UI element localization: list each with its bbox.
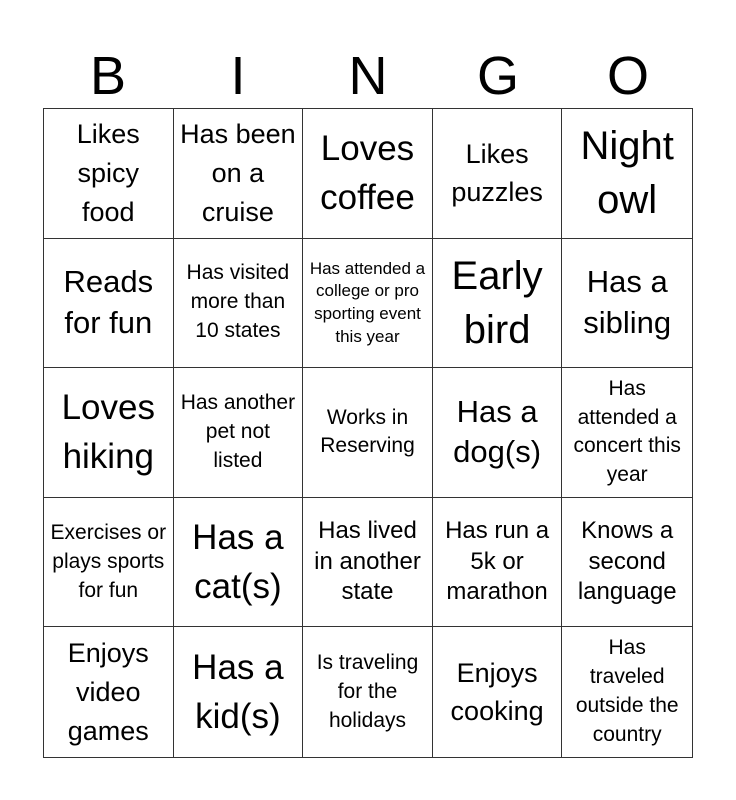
bingo-cell-r2-c2[interactable]: [174, 239, 304, 369]
bingo-cell-r3-c3[interactable]: [303, 368, 433, 498]
bingo-cell-r1-c2[interactable]: [174, 109, 304, 239]
bingo-cell-r5-c5[interactable]: [562, 627, 692, 757]
bingo-cell-text: Has a cat(s): [192, 518, 284, 607]
bingo-cell-text: Has attended a concert this year: [573, 376, 681, 487]
bingo-cell-text: Has visited more than 10 states: [186, 261, 290, 343]
bingo-cell-r2-c3[interactable]: [303, 239, 433, 369]
bingo-cell-text: Enjoys video games: [67, 638, 149, 746]
bingo-cell-text: Early bird: [451, 253, 543, 352]
bingo-header: [43, 44, 693, 108]
header-letter-b: B: [89, 46, 127, 106]
bingo-cell-r2-c5[interactable]: [562, 239, 692, 369]
bingo-cell-text: Loves coffee: [320, 129, 415, 218]
bingo-cell-r1-c1[interactable]: [44, 109, 174, 239]
header-letter-n: N: [348, 46, 388, 106]
bingo-cell-r5-c2[interactable]: [174, 627, 304, 757]
bingo-cell-text: Has attended a college or pro sporting event this year: [309, 258, 426, 346]
bingo-cell-text: Has been on a cruise: [180, 119, 296, 227]
bingo-cell-r3-c1[interactable]: [44, 368, 174, 498]
bingo-cell-r5-c1[interactable]: [44, 627, 174, 757]
bingo-cell-text: Has lived in another state: [314, 517, 421, 606]
bingo-cell-text: Has traveled outside the country: [575, 636, 679, 747]
bingo-cell-r2-c1[interactable]: [44, 239, 174, 369]
bingo-cell-text: Likes spicy food: [76, 119, 140, 227]
bingo-cell-r5-c4[interactable]: [433, 627, 563, 757]
bingo-cell-text: Night owl: [580, 124, 674, 223]
bingo-board: [43, 108, 693, 758]
bingo-cell-text: Likes puzzles: [451, 138, 543, 208]
bingo-cell-r3-c5[interactable]: [562, 368, 692, 498]
bingo-cell-r1-c3[interactable]: [303, 109, 433, 239]
bingo-cell-r4-c3[interactable]: [303, 498, 433, 628]
bingo-cell-text: Has another pet not listed: [180, 391, 296, 472]
bingo-cell-r2-c4[interactable]: [433, 239, 563, 369]
bingo-cell-r4-c5[interactable]: [562, 498, 692, 628]
header-letter-i: I: [230, 46, 246, 106]
bingo-cell-text: Works in Reserving: [320, 405, 415, 458]
bingo-cell-text: Enjoys cooking: [450, 657, 544, 727]
bingo-cell-text: Exercises or plays sports for fun: [50, 520, 167, 602]
bingo-cell-r4-c1[interactable]: [44, 498, 174, 628]
bingo-cell-text: Has a dog(s): [453, 393, 542, 470]
bingo-cell-text: Is traveling for the holidays: [316, 650, 419, 732]
bingo-cell-r1-c4[interactable]: [433, 109, 563, 239]
bingo-cell-r3-c2[interactable]: [174, 368, 304, 498]
bingo-cell-text: Knows a second language: [577, 517, 677, 606]
bingo-cell-text: Has a sibling: [583, 263, 672, 340]
bingo-cell-r4-c4[interactable]: [433, 498, 563, 628]
bingo-cell-r1-c5[interactable]: [562, 109, 692, 239]
bingo-cell-text: Loves hiking: [61, 388, 155, 477]
bingo-cell-text: Has run a 5k or marathon: [445, 517, 550, 606]
bingo-cell-r5-c3[interactable]: [303, 627, 433, 757]
bingo-cell-r3-c4[interactable]: [433, 368, 563, 498]
bingo-cell-text: Reads for fun: [63, 263, 154, 340]
header-letter-o: O: [606, 46, 649, 106]
header-letter-g: G: [476, 46, 519, 106]
bingo-cell-r4-c2[interactable]: [174, 498, 304, 628]
bingo-cell-text: Has a kid(s): [192, 648, 284, 737]
